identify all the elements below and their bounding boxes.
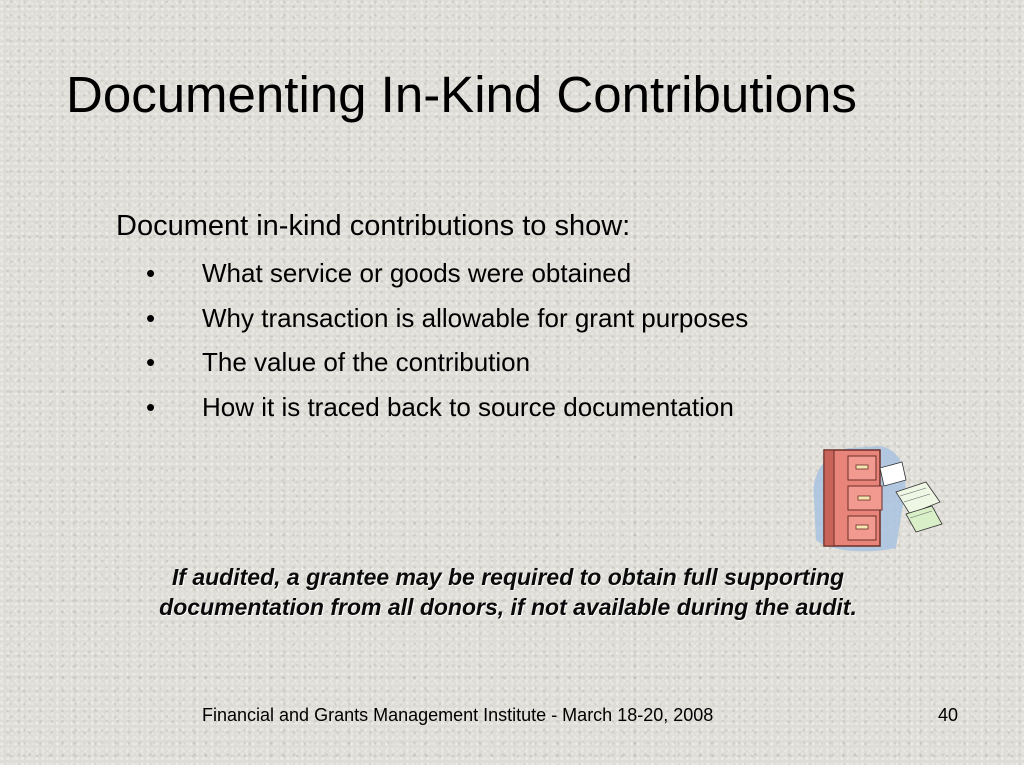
slide-title: Documenting In-Kind Contributions [66, 66, 857, 123]
bullet-item [146, 253, 748, 298]
bullet-item [146, 387, 748, 432]
bullet-text: How it is traced back to source documentation [202, 391, 734, 422]
bullet-symbol: • [146, 347, 156, 377]
footer-text: Financial and Grants Management Institute - March 18-20, 2008 [202, 705, 714, 725]
bullet-item [146, 342, 748, 387]
drawer-handle [858, 496, 870, 500]
cabinet-side [824, 450, 834, 546]
audit-note: If audited, a grantee may be required to obtain full supporting documentation from all donors, if not available during the audit. [159, 564, 857, 620]
bullet-text: What service or goods were obtained [202, 258, 632, 288]
bullet-text: The value of the contribution [202, 347, 531, 377]
drawer-handle [856, 525, 868, 529]
bullet-text: Why transaction is allowable for grant purposes [202, 302, 749, 333]
bullet-item [146, 298, 748, 343]
bullet-symbol: • [146, 391, 156, 422]
bullet-list [146, 253, 748, 431]
drawer-handle [856, 465, 868, 469]
bullet-symbol: • [146, 258, 156, 288]
bullet-symbol: • [146, 302, 156, 333]
file-cabinet-icon [810, 440, 950, 555]
intro-text: Document in-kind contributions to show: [116, 210, 631, 242]
page-number: 40 [938, 705, 959, 725]
